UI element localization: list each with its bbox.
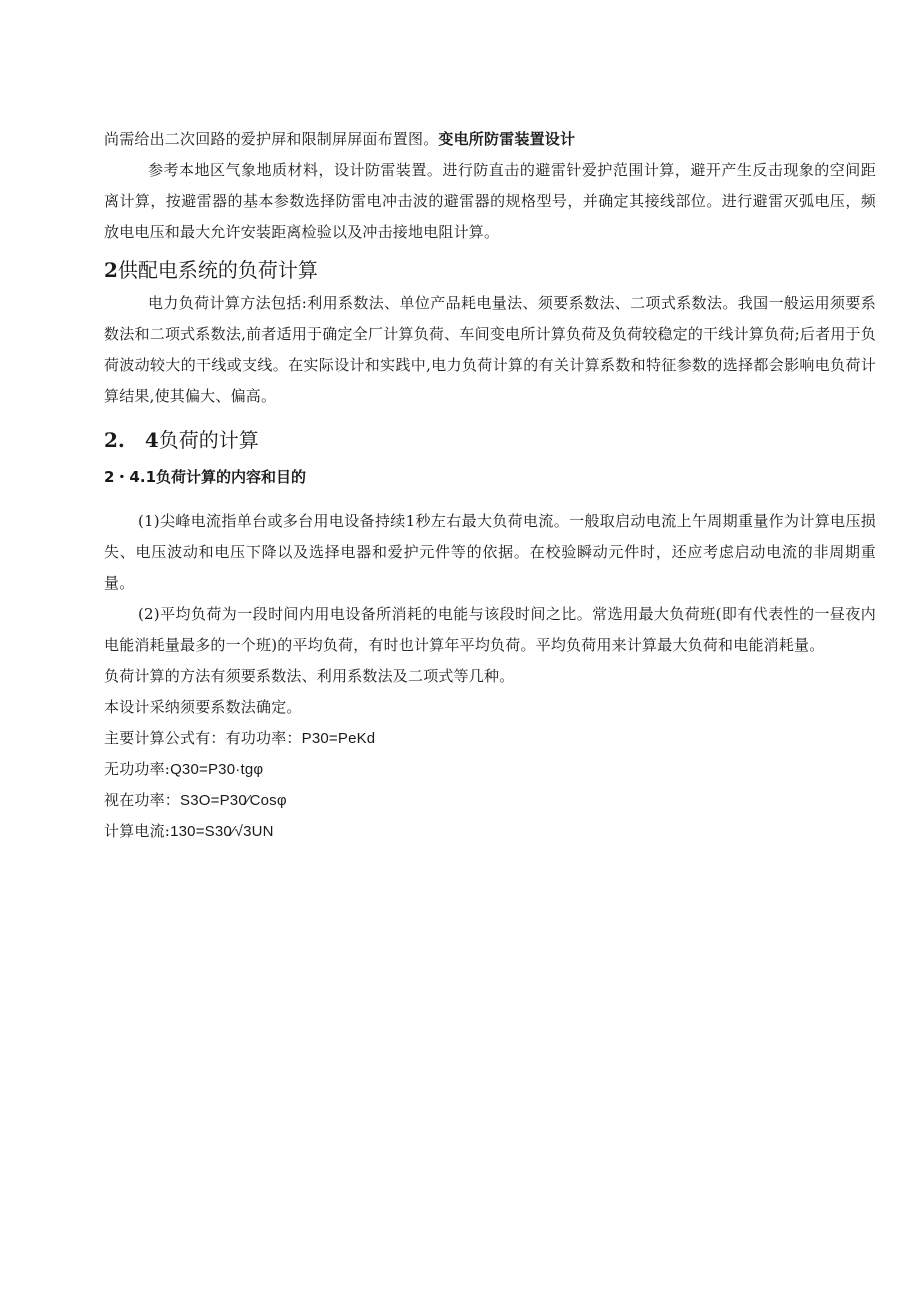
formula-apparent-power-expr: S3O=P30⁄Cosφ bbox=[180, 792, 287, 809]
formula-current-expr: 130=S30⁄√3UN bbox=[170, 823, 274, 840]
paragraph-intro-text: 尚需给出二次回路的爱护屏和限制屏屏面布置图。 bbox=[104, 130, 439, 148]
section-2-heading bbox=[104, 252, 876, 288]
formula-current-label: 计算电流: bbox=[104, 822, 171, 840]
formula-current bbox=[104, 816, 876, 847]
paragraph-average-load: (2)平均负荷为一段时间内用电设备所消耗的电能与该段时间之比。常选用最大负荷班(即有代表性的一昼夜内电能消耗量最多的一个班)的平均负荷，有时也计算年平均负荷。平均负荷用来计算最大负荷和电能消耗量。 bbox=[104, 605, 876, 654]
formula-apparent-power bbox=[104, 785, 876, 816]
heading-lightning-protection: 变电所防雷装置设计 bbox=[438, 130, 576, 148]
formula-active-power-label: 主要计算公式有：有功功率： bbox=[104, 729, 302, 747]
formula-reactive-power-label: 无功功率: bbox=[104, 760, 171, 778]
paragraph-design-method: 本设计采纳须要系数法确定。 bbox=[104, 698, 302, 716]
formula-reactive-power-expr: Q30=P30·tgφ bbox=[170, 761, 264, 778]
paragraph-lightning: 参考本地区气象地质材料，设计防雷装置。进行防直击的避雷针爱护范围计算，避开产生反击现象的空间距离计算，按避雷器的基本参数选择防雷电冲击波的避雷器的规格型号，并确定其接线部位。进行避雷灭弧电压，频放电电压和最大允许安装距离检验以及冲击接地电阻计算。 bbox=[104, 161, 876, 241]
section-2-4-1-heading: 2・4.1负荷计算的内容和目的 bbox=[104, 468, 307, 486]
paragraph-load-methods: 电力负荷计算方法包括:利用系数法、单位产品耗电量法、须要系数法、二项式系数法。我国一般运用须要系数法和二项式系数法,前者适用于确定全厂计算负荷、车间变电所计算负荷及负荷较稳定的干线计算负荷;后者用于负荷波动较大的干线或支线。在实际设计和实践中,电力负荷计算的有关计算系数和特征参数的选择都会影响电负荷计算结果,使其偏大、偏高。 bbox=[104, 294, 876, 405]
section-2-4-title: 负荷的计算 bbox=[158, 428, 259, 452]
section-2-4-number: 2. 4 bbox=[104, 428, 159, 452]
formula-active-power-expr: P30=PeKd bbox=[301, 730, 376, 747]
paragraph-calc-methods: 负荷计算的方法有须要系数法、利用系数法及二项式等几种。 bbox=[104, 667, 515, 685]
formula-reactive-power bbox=[104, 754, 876, 785]
document-page bbox=[104, 124, 876, 847]
formula-active-power bbox=[104, 723, 876, 754]
paragraph-intro bbox=[104, 124, 876, 155]
section-2-title: 供配电系统的负荷计算 bbox=[117, 258, 318, 282]
paragraph-peak-current: (1)尖峰电流指单台或多台用电设备持续1秒左右最大负荷电流。一般取启动电流上午周期重量作为计算电压损失、电压波动和电压下降以及选择电器和爱护元件等的依据。在校验瞬动元件时，还应考虑启动电流的非周期重量。 bbox=[104, 512, 876, 592]
formula-apparent-power-label: 视在功率： bbox=[104, 791, 181, 809]
section-2-number: 2 bbox=[104, 258, 118, 282]
section-2-4-heading bbox=[104, 422, 876, 458]
